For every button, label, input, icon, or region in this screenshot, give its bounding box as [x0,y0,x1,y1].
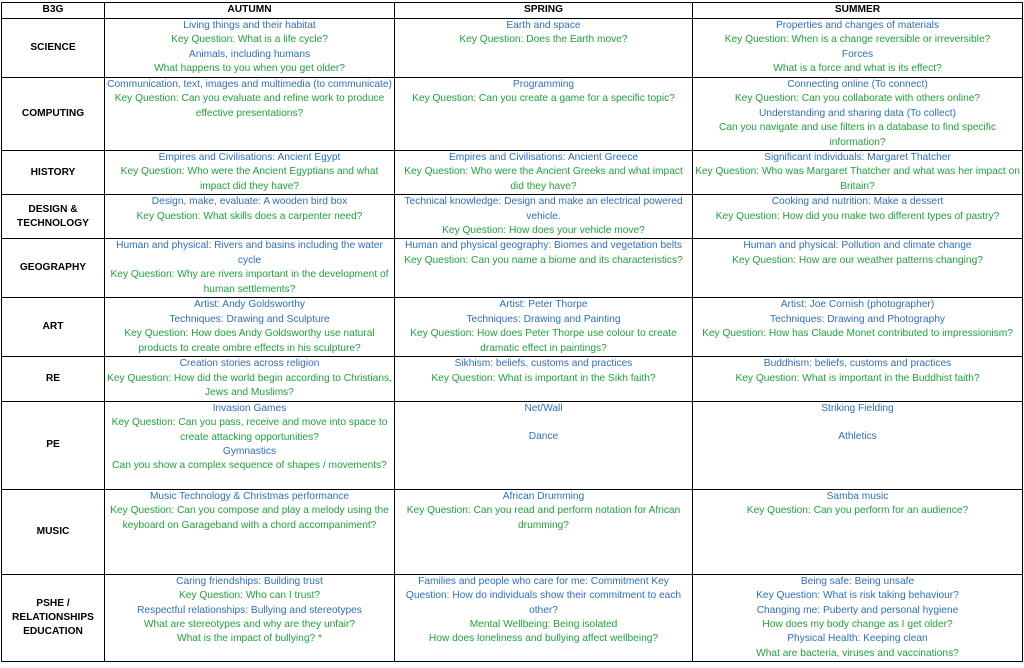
dt-spring-topic: Technical knowledge: Design and make an electrical powered vehicle. [404,196,683,222]
pshe-autumn-question-1: Key Question: Who can I trust? [179,590,320,602]
art-summer-techniques: Techniques: Drawing and Photography [770,313,945,325]
computing-summer-topic-1: Connecting online (To connect) [787,79,928,90]
pe-summer-topic-2: Athletics [838,431,877,443]
dt-autumn-topic: Design, make, evaluate: A wooden bird box [151,196,348,208]
music-spring-question: Key Question: Can you read and perform notation for African drumming? [406,505,681,531]
computing-spring [395,78,693,151]
subject-science: SCIENCE [2,19,105,78]
science-summer-question-1: Key Question: When is a change reversible or irreversible? [724,34,991,46]
pshe-summer-question-3: What are bacteria, viruses and vaccinations? [756,647,959,659]
art-summer [693,298,1023,357]
re-summer [693,357,1023,401]
music-summer [693,489,1023,574]
history-spring [395,151,693,195]
dt-summer-question: Key Question: How did you make two different types of pastry? [715,210,1000,222]
music-summer-question: Key Question: Can you perform for an audience? [746,505,969,517]
science-summer [693,19,1023,78]
autumn-header: AUTUMN [105,3,395,19]
science-autumn [105,19,395,78]
computing-summer [693,78,1023,151]
re-autumn-question: Key Question: How did the world begin according to Christians, Jews and Muslims? [107,372,392,399]
art-autumn-techniques: Techniques: Drawing and Sculpture [169,313,330,325]
re-summer-topic: Buddhism: beliefs, customs and practices [763,358,952,370]
music-spring [395,489,693,574]
pshe-summer-topic-2: Changing me: Puberty and personal hygiene [756,604,959,616]
subject-computing: COMPUTING [2,78,105,151]
re-spring-question: Key Question: What is important in the Sikh faith? [431,372,656,384]
re-summer-question: Key Question: What is important in the Buddhist faith? [735,372,980,384]
row-history [2,151,1023,195]
science-summer-topic-2: Forces [841,48,874,60]
pshe-autumn-question-2: What are stereotypes and why are they unfair? [143,618,356,630]
pshe-spring-topic-1: Families and people who care for me: Commitment Key Question: How do individuals show their commitment to each other? [405,575,682,616]
computing-summer-topic-2: Understanding and sharing data (To collect) [758,107,957,119]
pshe-autumn-question-3: What is the impact of bullying? * [177,633,322,645]
subject-music: MUSIC [2,489,105,574]
art-spring-artist: Artist: Peter Thorpe [499,299,588,311]
geography-summer [693,239,1023,298]
science-summer-question-2: What is a force and what is its effect? [773,63,942,75]
subject-geography: GEOGRAPHY [2,239,105,298]
header-row [2,3,1023,19]
history-autumn [105,151,395,195]
geography-summer-topic: Human and physical: Pollution and climate change [743,240,972,252]
row-art [2,298,1023,357]
music-autumn-topic: Music Technology & Christmas performance [149,490,350,502]
geography-autumn-topic: Human and physical: Rivers and basins including the water cycle [116,240,383,266]
dt-autumn-question: Key Question: What skills does a carpenter need? [136,210,363,222]
art-summer-artist: Artist: Joe Cornish (photographer) [780,299,935,311]
history-autumn-question: Key Question: Who were the Ancient Egyptians and what impact did they have? [120,166,379,192]
pshe-summer-topic-1: Being safe: Being unsafe [800,575,915,587]
art-summer-question: Key Question: How has Claude Monet contributed to impressionism? [702,328,1013,340]
geography-spring-topic: Human and physical geography: Biomes and vegetation belts [405,240,682,252]
pe-spring-topic-1: Net/Wall [524,402,563,414]
row-re [2,357,1023,401]
music-summer-topic: Samba music [826,490,889,502]
pe-summer-topic-1: Striking Fielding [821,402,894,414]
pshe-spring-topic-2: Mental Wellbeing: Being isolated [469,618,618,630]
history-summer-topic: Significant individuals: Margaret Thatcher [764,152,951,164]
subject-art: ART [2,298,105,357]
subject-pshe: PSHE / RELATIONSHIPS EDUCATION [2,574,105,661]
art-autumn-question: Key Question: How does Andy Goldsworthy use natural products to create ombre effects in his sculpture? [124,328,375,354]
row-geography [2,239,1023,298]
pshe-summer-topic-3: Physical Health: Keeping clean [787,633,928,645]
subject-history: HISTORY [2,151,105,195]
row-science [2,19,1023,78]
science-spring-question: Key Question: Does the Earth move? [459,34,628,46]
computing-autumn-question: Key Question: Can you evaluate and refine work to produce effective presentations? [114,93,385,119]
music-autumn [105,489,395,574]
history-summer-question: Key Question: Who was Margaret Thatcher and what was her impact on Britain? [695,166,1020,192]
history-summer [693,151,1023,195]
pshe-spring [395,574,693,661]
re-spring-topic: Sikhism: beliefs, customs and practices [454,358,633,370]
pe-autumn-topic-1: Invasion Games [212,402,287,414]
re-autumn-topic: Creation stories across religion [179,358,320,370]
pe-spring [395,401,693,489]
music-autumn-question: Key Question: Can you compose and play a melody using the keyboard on Garageband with a chord accompaniment? [110,505,389,531]
dt-summer [693,195,1023,239]
pshe-autumn-topic-2: Respectful relationships: Bullying and stereotypes [137,604,362,616]
dt-spring-question: Key Question: How does your vehicle move? [442,225,645,237]
music-spring-topic: African Drumming [502,490,585,502]
computing-spring-topic: Programming [512,79,575,90]
pshe-spring-question: How does loneliness and bullying affect wellbeing? [428,633,659,645]
pshe-autumn-topic-1: Caring friendships: Building trust [176,575,323,587]
row-pshe [2,574,1023,661]
dt-spring [395,195,693,239]
row-music [2,489,1023,574]
art-autumn-artist: Artist: Andy Goldsworthy [194,299,305,311]
computing-spring-question: Key Question: Can you create a game for a specific topic? [412,93,675,105]
computing-autumn-topic: Communication, text, images and multimedia (to communicate) [107,79,392,90]
dt-summer-topic: Cooking and nutrition: Make a dessert [771,196,944,208]
pshe-autumn [105,574,395,661]
curriculum-table [1,2,1023,662]
pe-autumn-topic-2: Gymnastics [222,445,277,457]
corner-label: B3G [2,3,105,19]
science-autumn-question-2: What happens to you when you get older? [154,63,345,75]
geography-autumn-question: Key Question: Why are rivers important in the development of human settlements? [110,269,389,295]
art-autumn [105,298,395,357]
geography-summer-question: Key Question: How are our weather patterns changing? [732,254,983,266]
art-spring-question: Key Question: How does Peter Thorpe use colour to create dramatic effect in paintings? [410,328,677,354]
dt-autumn [105,195,395,239]
re-autumn [105,357,395,401]
pshe-summer-question-2: How does my body change as I get older? [762,618,953,630]
pe-autumn [105,401,395,489]
geography-autumn [105,239,395,298]
geography-spring [395,239,693,298]
science-spring [395,19,693,78]
science-autumn-topic-2: Animals, including humans [188,48,311,60]
row-design-technology [2,195,1023,239]
pshe-summer [693,574,1023,661]
subject-design-technology: DESIGN & TECHNOLOGY [2,195,105,239]
pe-spring-topic-2: Dance [528,431,559,443]
science-summer-topic-1: Properties and changes of materials [775,20,940,31]
science-autumn-question-1: Key Question: What is a life cycle? [171,34,328,46]
row-pe [2,401,1023,489]
history-autumn-topic: Empires and Civilisations: Ancient Egypt [158,152,341,164]
art-spring-techniques: Techniques: Drawing and Painting [466,313,621,325]
science-autumn-topic-1: Living things and their habitat [183,20,316,31]
pe-autumn-question-2: Can you show a complex sequence of shapes / movements? [112,460,387,472]
summer-header: SUMMER [693,3,1023,19]
geography-spring-question: Key Question: Can you name a biome and its characteristics? [404,254,683,266]
row-computing [2,78,1023,151]
computing-summer-question-2: Can you navigate and use filters in a database to find specific information? [719,122,996,148]
history-spring-question: Key Question: Who were the Ancient Greeks and what impact did they have? [404,166,683,192]
pshe-summer-question-1: Key Question: What is risk taking behaviour? [756,590,959,602]
spring-header: SPRING [395,3,693,19]
computing-autumn [105,78,395,151]
art-spring [395,298,693,357]
subject-re: RE [2,357,105,401]
pe-summer [693,401,1023,489]
science-spring-topic: Earth and space [506,20,581,31]
re-spring [395,357,693,401]
history-spring-topic: Empires and Civilisations: Ancient Greece [448,152,639,164]
computing-summer-question-1: Key Question: Can you collaborate with others online? [734,93,981,105]
subject-pe: PE [2,401,105,489]
pe-autumn-question-1: Key Question: Can you pass, receive and move into space to create attacking opportunities? [111,417,388,443]
